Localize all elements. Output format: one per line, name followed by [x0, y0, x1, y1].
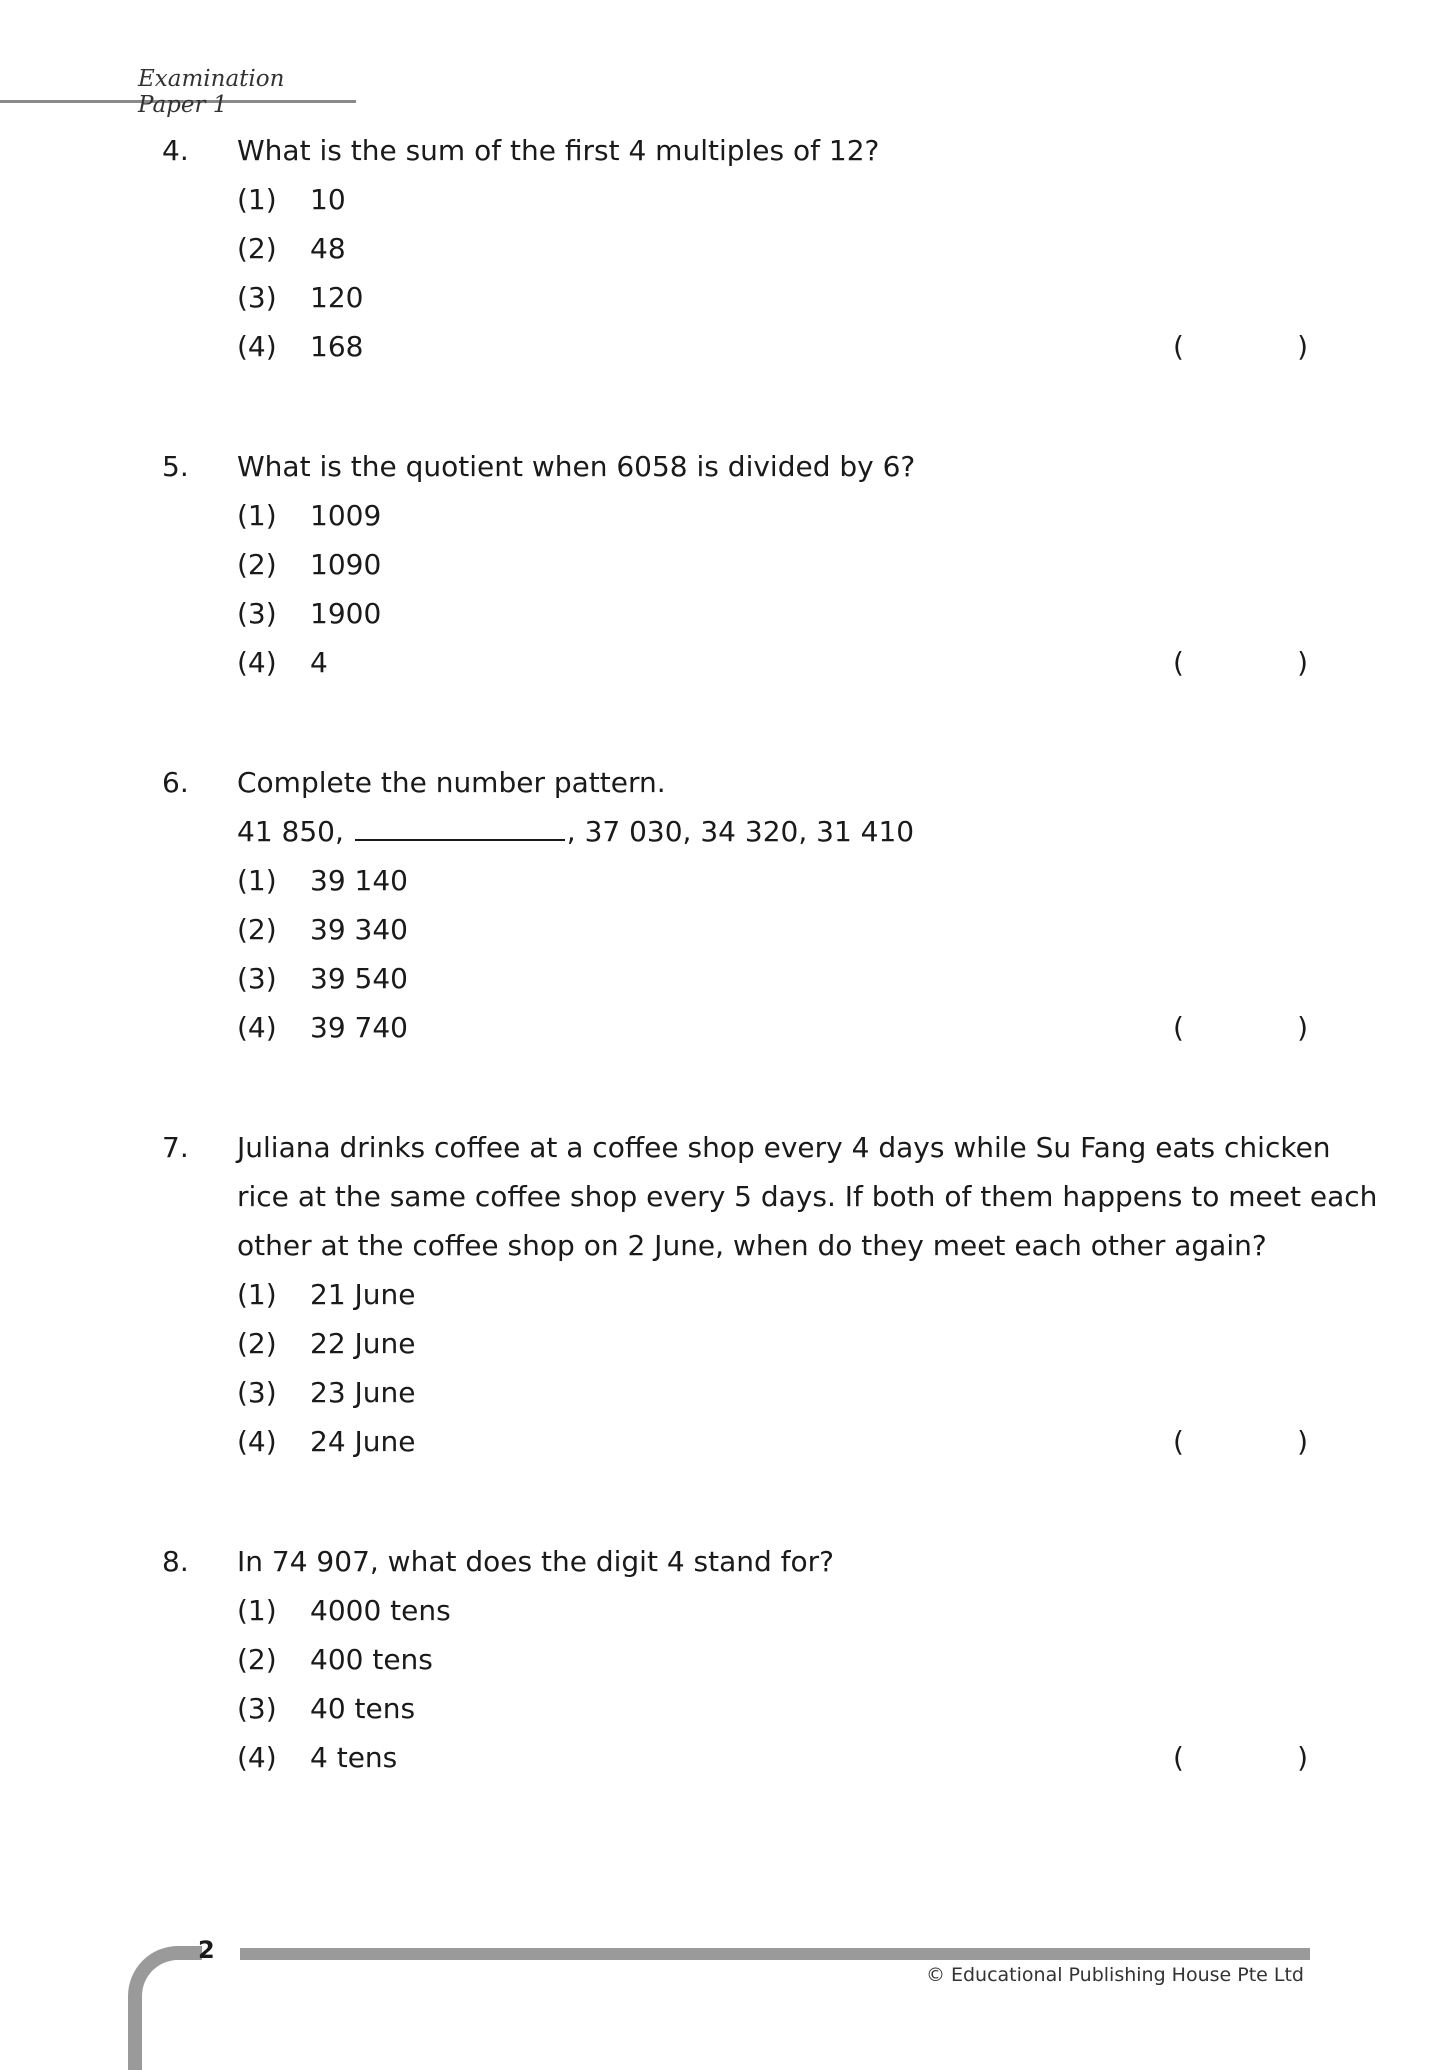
option-2[interactable]: [237, 1635, 1137, 1684]
option-1[interactable]: [237, 491, 1137, 540]
option-text: 1900: [310, 597, 382, 630]
option-1[interactable]: [237, 175, 1137, 224]
question-number: 6.: [162, 766, 189, 799]
question-line: What is the quotient when 6058 is divided by 6?: [237, 450, 916, 483]
option-number: (2): [237, 1643, 277, 1676]
option-3[interactable]: [237, 1684, 1137, 1733]
option-1[interactable]: [237, 1586, 1137, 1635]
page-header: [0, 66, 356, 118]
bracket-close: ): [1297, 646, 1308, 679]
option-number: (4): [237, 330, 277, 363]
option-number: (4): [237, 646, 277, 679]
option-text: 4000 tens: [310, 1594, 451, 1627]
question-number: 5.: [162, 450, 189, 483]
option-number: (2): [237, 913, 277, 946]
option-number: (1): [237, 1278, 277, 1311]
option-text: 1090: [310, 548, 382, 581]
option-4[interactable]: [237, 638, 1137, 687]
option-number: (3): [237, 1692, 277, 1725]
option-1[interactable]: [237, 856, 1137, 905]
answer-box[interactable]: [1173, 1003, 1308, 1052]
question-line: other at the coffee shop on 2 June, when do they meet each other again?: [237, 1229, 1267, 1262]
option-text: 120: [310, 281, 364, 314]
option-text: 39 740: [310, 1011, 408, 1044]
option-4[interactable]: [237, 322, 1137, 371]
option-text: 4 tens: [310, 1741, 398, 1774]
option-text: 1009: [310, 499, 382, 532]
header-title: Examination Paper 1: [138, 66, 285, 118]
option-text: 39 340: [310, 913, 408, 946]
option-2[interactable]: [237, 1319, 1137, 1368]
option-3[interactable]: [237, 273, 1137, 322]
option-text: 21 June: [310, 1278, 416, 1311]
option-text: 23 June: [310, 1376, 416, 1409]
answer-box[interactable]: [1173, 1733, 1308, 1782]
option-text: 10: [310, 183, 346, 216]
option-number: (4): [237, 1741, 277, 1774]
answer-box[interactable]: [1173, 322, 1308, 371]
bracket-open: (: [1173, 1741, 1184, 1774]
option-number: (3): [237, 597, 277, 630]
bracket-open: (: [1173, 646, 1184, 679]
option-number: (1): [237, 864, 277, 897]
option-4[interactable]: [237, 1417, 1137, 1466]
option-text: 48: [310, 232, 346, 265]
question-line: rice at the same coffee shop every 5 days. If both of them happens to meet each: [237, 1180, 1378, 1213]
option-number: (1): [237, 183, 277, 216]
option-3[interactable]: [237, 1368, 1137, 1417]
question-text: [237, 126, 1317, 175]
pattern-after: , 37 030, 34 320, 31 410: [566, 815, 915, 848]
option-4[interactable]: [237, 1733, 1137, 1782]
bracket-open: (: [1173, 1425, 1184, 1458]
option-number: (1): [237, 1594, 277, 1627]
bracket-close: ): [1297, 1425, 1308, 1458]
bracket-close: ): [1297, 330, 1308, 363]
question-line: Complete the number pattern.: [237, 766, 666, 799]
pattern-before: 41 850,: [237, 815, 344, 848]
options-list: [237, 1586, 1137, 1782]
option-1[interactable]: [237, 1270, 1137, 1319]
pattern-blank[interactable]: [355, 809, 565, 841]
question-text: [237, 758, 1317, 856]
option-number: (4): [237, 1011, 277, 1044]
question-number: 4.: [162, 134, 189, 167]
option-2[interactable]: [237, 224, 1137, 273]
option-3[interactable]: [237, 954, 1137, 1003]
option-text: 22 June: [310, 1327, 416, 1360]
option-text: 24 June: [310, 1425, 416, 1458]
option-text: 40 tens: [310, 1692, 416, 1725]
answer-box[interactable]: [1173, 1417, 1308, 1466]
option-3[interactable]: [237, 589, 1137, 638]
number-pattern: [237, 807, 1317, 856]
options-list: [237, 1270, 1137, 1466]
copyright-notice: © Educational Publishing House Pte Ltd: [925, 1964, 1304, 1986]
question-line: In 74 907, what does the digit 4 stand for?: [237, 1545, 835, 1578]
bracket-close: ): [1297, 1741, 1308, 1774]
question-line: What is the sum of the first 4 multiples of 12?: [237, 134, 880, 167]
option-number: (1): [237, 499, 277, 532]
option-number: (4): [237, 1425, 277, 1458]
option-text: 168: [310, 330, 364, 363]
bracket-open: (: [1173, 1011, 1184, 1044]
option-number: (3): [237, 1376, 277, 1409]
question-text: [237, 1537, 1317, 1586]
options-list: [237, 491, 1137, 687]
question-text: [237, 1123, 1378, 1270]
option-2[interactable]: [237, 540, 1137, 589]
options-list: [237, 175, 1137, 371]
option-2[interactable]: [237, 905, 1137, 954]
question-line: Juliana drinks coffee at a coffee shop every 4 days while Su Fang eats chicken: [237, 1131, 1331, 1164]
bracket-close: ): [1297, 1011, 1308, 1044]
option-text: 4: [310, 646, 328, 679]
footer-corner-decoration: [128, 1946, 202, 2070]
option-number: (2): [237, 1327, 277, 1360]
question-number: 7.: [162, 1131, 189, 1164]
question-number: 8.: [162, 1545, 189, 1578]
page-number: 2: [198, 1936, 215, 1964]
option-text: 39 140: [310, 864, 408, 897]
option-number: (3): [237, 962, 277, 995]
question-text: [237, 442, 1317, 491]
option-number: (3): [237, 281, 277, 314]
bracket-open: (: [1173, 330, 1184, 363]
option-4[interactable]: [237, 1003, 1137, 1052]
option-text: 400 tens: [310, 1643, 433, 1676]
option-number: (2): [237, 232, 277, 265]
answer-box[interactable]: [1173, 638, 1308, 687]
footer-divider: [240, 1948, 1310, 1960]
option-number: (2): [237, 548, 277, 581]
option-text: 39 540: [310, 962, 408, 995]
options-list: [237, 856, 1137, 1052]
